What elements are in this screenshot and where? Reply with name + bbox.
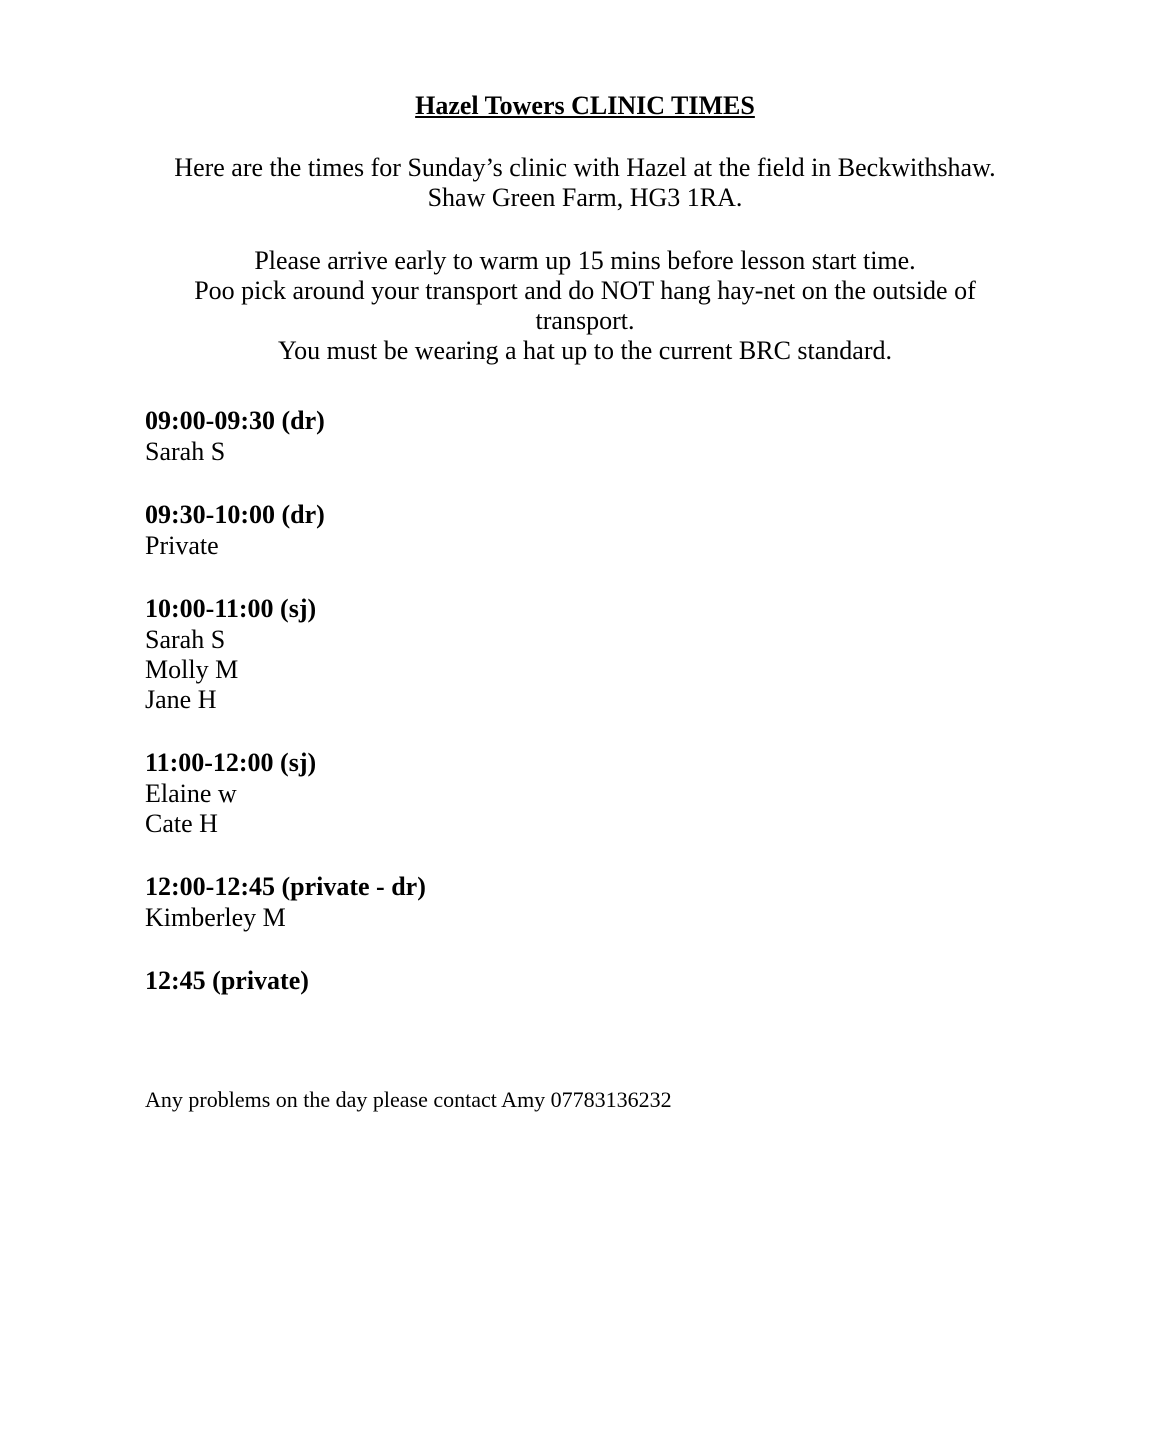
slot-rider: Molly M	[145, 655, 239, 684]
schedule-slot	[145, 965, 1045, 997]
slot-rider: Private	[145, 531, 219, 560]
intro-line: Here are the times for Sunday’s clinic with Hazel at the field in Beckwithshaw.	[174, 153, 996, 182]
rules-paragraph	[145, 246, 1025, 366]
slot-time: 12:45 (private)	[145, 966, 309, 995]
schedule-slot	[145, 747, 1045, 839]
rule-poo-pick: Poo pick around your transport and do NOT hang hay-net on the outside of transport.	[194, 276, 976, 335]
slot-rider: Jane H	[145, 685, 217, 714]
slot-rider: Sarah S	[145, 437, 226, 466]
rule-arrive-early: Please arrive early to warm up 15 mins before lesson start time.	[254, 246, 916, 275]
slot-rider: Cate H	[145, 809, 218, 838]
intro-paragraph	[145, 153, 1025, 213]
schedule-slot	[145, 593, 1045, 715]
slot-rider: Elaine w	[145, 779, 237, 808]
slot-rider: Sarah S	[145, 625, 226, 654]
schedule-list	[145, 405, 1045, 1029]
page-title: Hazel Towers CLINIC TIMES	[415, 91, 755, 120]
slot-time: 09:30-10:00 (dr)	[145, 500, 325, 529]
slot-time: 12:00-12:45 (private - dr)	[145, 872, 426, 901]
rule-hat-standard: You must be wearing a hat up to the current BRC standard.	[277, 336, 893, 365]
schedule-slot	[145, 405, 1045, 467]
slot-rider: Kimberley M	[145, 903, 286, 932]
venue-address: Shaw Green Farm, HG3 1RA.	[427, 183, 743, 212]
slot-time: 10:00-11:00 (sj)	[145, 594, 317, 623]
contact-note: Any problems on the day please contact Amy 07783136232	[145, 1087, 672, 1112]
slot-time: 11:00-12:00 (sj)	[145, 748, 317, 777]
slot-time: 09:00-09:30 (dr)	[145, 406, 325, 435]
schedule-slot	[145, 871, 1045, 933]
schedule-slot	[145, 499, 1045, 561]
